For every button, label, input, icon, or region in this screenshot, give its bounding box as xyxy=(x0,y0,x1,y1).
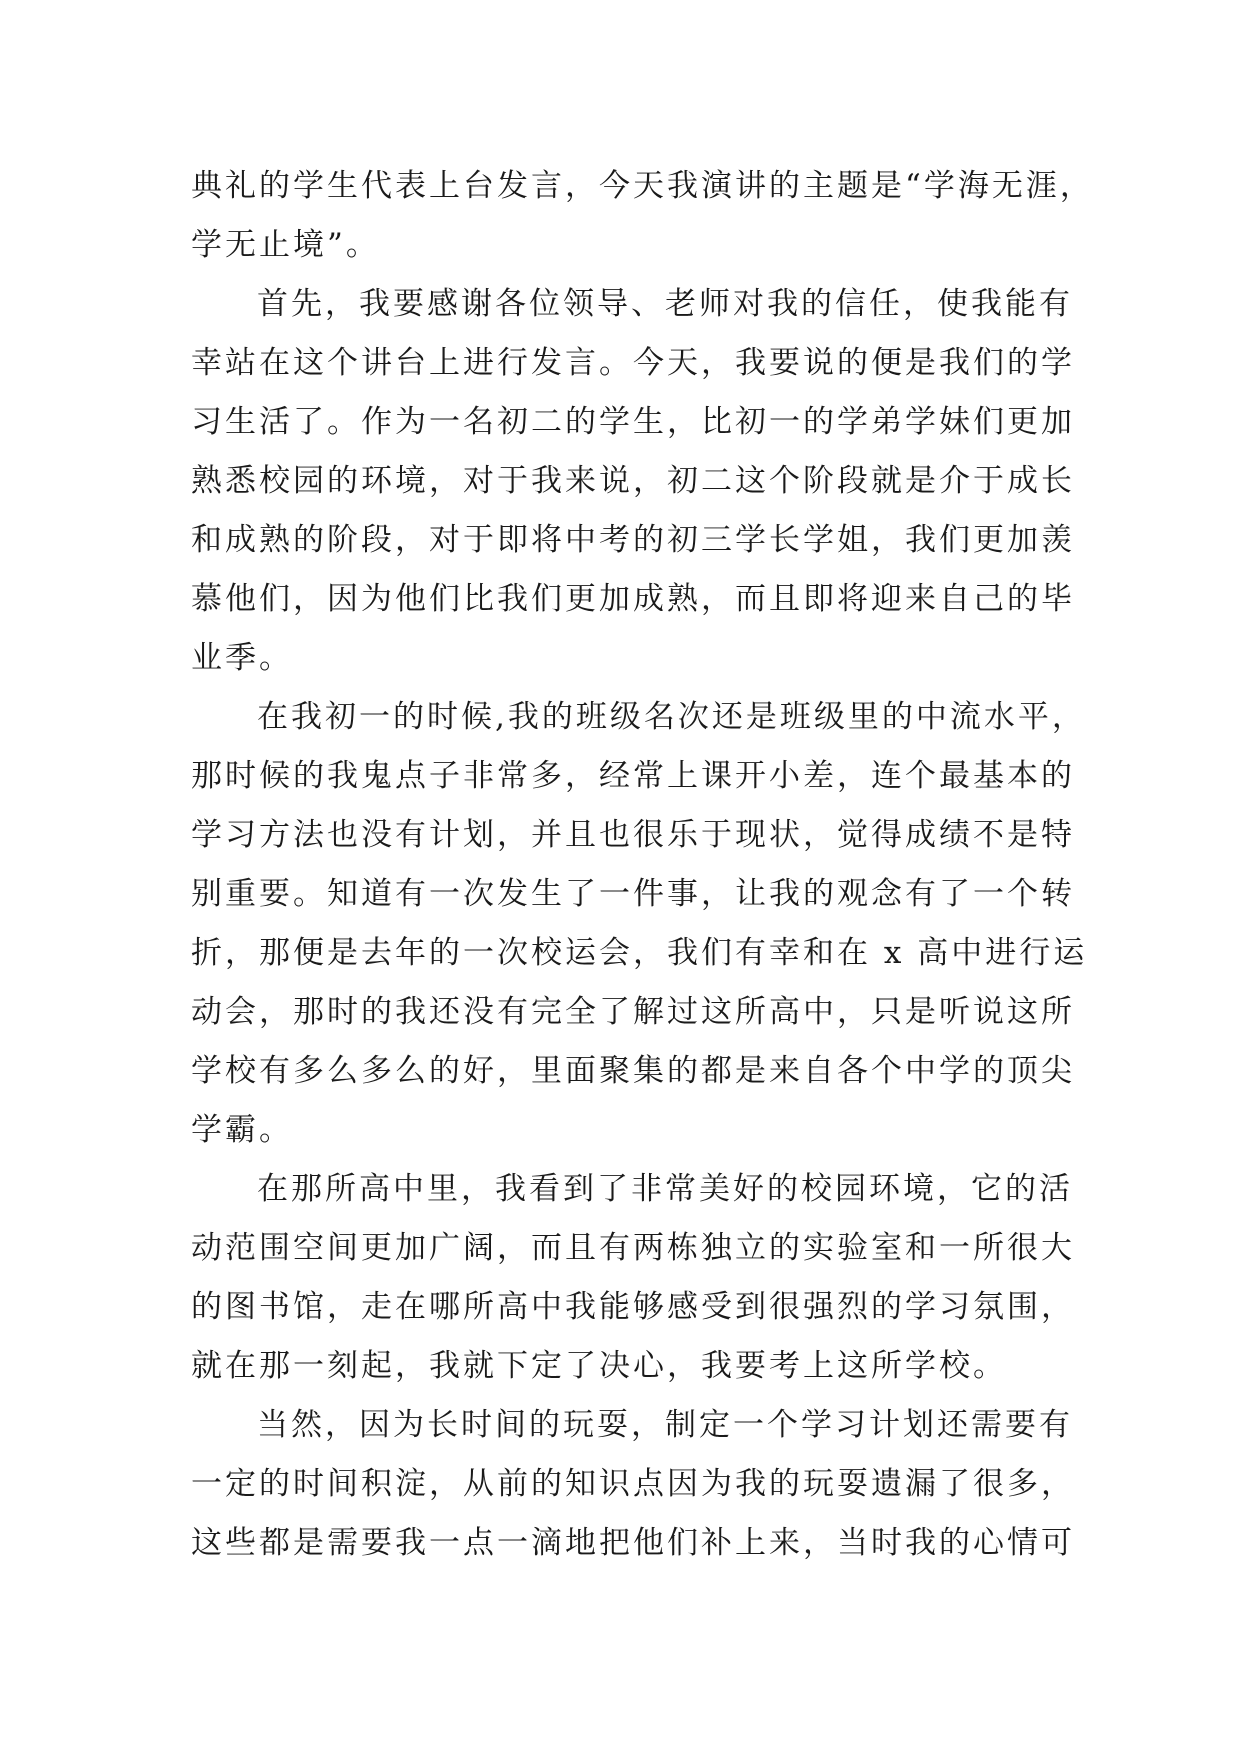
paragraph-first-line: 当然，因为长时间的玩耍，制定一个学习计划还需要有 xyxy=(257,1407,1073,1443)
text-line: 习生活了。作为一名初二的学生，比初一的学弟学妹们更加 xyxy=(191,404,1075,440)
text-line: 这些都是需要我一点一滴地把他们补上来，当时我的心情可 xyxy=(191,1525,1075,1561)
text-line: 和成熟的阶段，对于即将中考的初三学长学姐，我们更加羡 xyxy=(191,522,1075,558)
text-line: 的图书馆，走在哪所高中我能够感受到很强烈的学习氛围， xyxy=(191,1289,1075,1325)
paragraph-first-line: 在那所高中里，我看到了非常美好的校园环境，它的活 xyxy=(257,1171,1073,1207)
text-line: 典礼的学生代表上台发言，今天我演讲的主题是“学海无涯， xyxy=(191,168,1094,204)
text-line: 幸站在这个讲台上进行发言。今天，我要说的便是我们的学 xyxy=(191,345,1075,381)
text-line: 熟悉校园的环境，对于我来说，初二这个阶段就是介于成长 xyxy=(191,463,1075,499)
text-line: 一定的时间积淀，从前的知识点因为我的玩耍遗漏了很多， xyxy=(191,1466,1075,1502)
text-line: 别重要。知道有一次发生了一件事，让我的观念有了一个转 xyxy=(191,876,1075,912)
text-line: 慕他们，因为他们比我们更加成熟，而且即将迎来自己的毕 xyxy=(191,581,1075,617)
paragraph-first-line: 首先，我要感谢各位领导、老师对我的信任，使我能有 xyxy=(257,286,1073,322)
text-line: 业季。 xyxy=(191,640,293,676)
text-line: 动会，那时的我还没有完全了解过这所高中，只是听说这所 xyxy=(191,994,1075,1030)
text-line: 学校有多么多么的好，里面聚集的都是来自各个中学的顶尖 xyxy=(191,1053,1075,1089)
body-text xyxy=(191,157,1094,1573)
text-line: 学霸。 xyxy=(191,1112,293,1148)
text-line: 学习方法也没有计划，并且也很乐于现状，觉得成绩不是特 xyxy=(191,817,1075,853)
text-line: 学无止境”。 xyxy=(191,227,380,263)
text-line: 折，那便是去年的一次校运会，我们有幸和在 x 高中进行运 xyxy=(191,935,1088,971)
text-line: 动范围空间更加广阔，而且有两栋独立的实验室和一所很大 xyxy=(191,1230,1075,1266)
text-line: 就在那一刻起，我就下定了决心，我要考上这所学校。 xyxy=(191,1348,1007,1384)
paragraph-first-line: 在我初一的时候,我的班级名次还是班级里的中流水平， xyxy=(257,699,1086,735)
text-line: 那时候的我鬼点子非常多，经常上课开小差，连个最基本的 xyxy=(191,758,1075,794)
